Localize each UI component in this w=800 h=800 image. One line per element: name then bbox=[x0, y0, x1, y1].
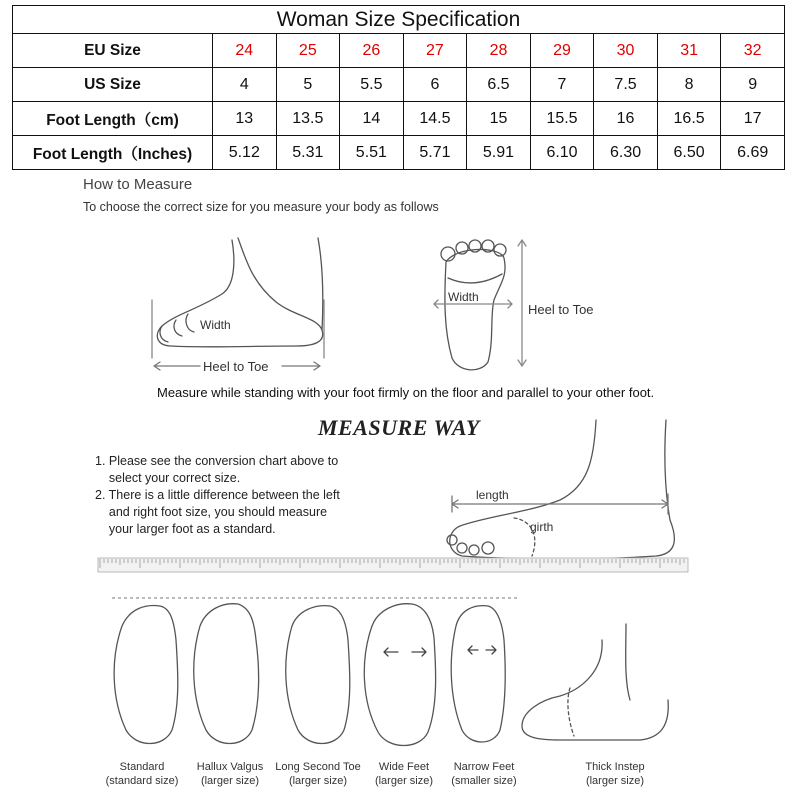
side-foot-drawing bbox=[157, 238, 322, 347]
table-cell: 7.5 bbox=[594, 68, 658, 102]
table-cell: 16.5 bbox=[657, 102, 721, 136]
sole-width-label: Width bbox=[448, 290, 479, 304]
table-cell: 14.5 bbox=[403, 102, 467, 136]
row-label: EU Size bbox=[13, 34, 213, 68]
table-cell: 24 bbox=[213, 34, 277, 68]
girth-label: girth bbox=[530, 520, 554, 534]
table-cell: 6.30 bbox=[594, 136, 658, 170]
measuring-ruler bbox=[98, 558, 688, 572]
table-cell: 7 bbox=[530, 68, 594, 102]
table-cell: 6.10 bbox=[530, 136, 594, 170]
table-cell: 32 bbox=[721, 34, 785, 68]
side-width-label: Width bbox=[200, 318, 231, 332]
table-cell: 4 bbox=[213, 68, 277, 102]
table-cell: 5.12 bbox=[213, 136, 277, 170]
table-cell: 8 bbox=[657, 68, 721, 102]
table-cell: 14 bbox=[340, 102, 404, 136]
instruction-line: and right foot size, you should measure bbox=[95, 505, 328, 519]
table-cell: 27 bbox=[403, 34, 467, 68]
measure-way-title: MEASURE WAY bbox=[318, 415, 480, 440]
instruction-line: 1. Please see the conversion chart above to bbox=[95, 454, 339, 468]
table-cell: 9 bbox=[721, 68, 785, 102]
table-cell: 15 bbox=[467, 102, 531, 136]
foot-type-label: Wide Feet (larger size) bbox=[374, 761, 434, 787]
measure-caption: Measure while standing with your foot firmly on the floor and parallel to your other foot. bbox=[157, 385, 655, 400]
table-cell: 13 bbox=[213, 102, 277, 136]
table-cell: 26 bbox=[340, 34, 404, 68]
sole-foot-drawing bbox=[441, 240, 506, 370]
side-heel-label: Heel to Toe bbox=[203, 359, 269, 374]
how-to-measure-subtitle: To choose the correct size for you measure your body as follows bbox=[83, 200, 439, 214]
row-label: Foot Length（cm) bbox=[13, 102, 213, 136]
table-cell: 6.69 bbox=[721, 136, 785, 170]
row-label: US Size bbox=[13, 68, 213, 102]
row-label: Foot Length（Inches) bbox=[13, 136, 213, 170]
table-cell: 5.31 bbox=[276, 136, 340, 170]
table-cell: 17 bbox=[721, 102, 785, 136]
instruction-line: select your correct size. bbox=[95, 471, 241, 485]
table-title: Woman Size Specification bbox=[13, 6, 785, 34]
table-cell: 16 bbox=[594, 102, 658, 136]
foot-type-label: Hallux Valgus (larger size) bbox=[196, 761, 264, 787]
table-cell: 5.5 bbox=[340, 68, 404, 102]
table-cell: 5.51 bbox=[340, 136, 404, 170]
foot-type-label: Long Second Toe (larger size) bbox=[275, 761, 361, 787]
table-cell: 29 bbox=[530, 34, 594, 68]
length-label: length bbox=[476, 488, 509, 502]
table-cell: 5 bbox=[276, 68, 340, 102]
sole-heel-label: Heel to Toe bbox=[528, 302, 594, 317]
table-cell: 30 bbox=[594, 34, 658, 68]
foot-type-drawings bbox=[114, 604, 668, 746]
instruction-line: your larger foot as a standard. bbox=[95, 522, 276, 536]
table-cell: 5.71 bbox=[403, 136, 467, 170]
table-cell: 31 bbox=[657, 34, 721, 68]
table-cell: 13.5 bbox=[276, 102, 340, 136]
how-to-measure-title: How to Measure bbox=[83, 176, 193, 193]
table-cell: 6 bbox=[403, 68, 467, 102]
table-cell: 25 bbox=[276, 34, 340, 68]
foot-type-label: Narrow Feet (smaller size) bbox=[451, 761, 517, 787]
foot-type-label: Standard (standard size) bbox=[105, 761, 179, 787]
table-cell: 15.5 bbox=[530, 102, 594, 136]
table-cell: 28 bbox=[467, 34, 531, 68]
table-cell: 6.5 bbox=[467, 68, 531, 102]
foot-type-label: Thick Instep (larger size) bbox=[585, 761, 645, 787]
instruction-line: 2. There is a little difference between the left bbox=[95, 488, 340, 502]
table-cell: 6.50 bbox=[657, 136, 721, 170]
table-cell: 5.91 bbox=[467, 136, 531, 170]
